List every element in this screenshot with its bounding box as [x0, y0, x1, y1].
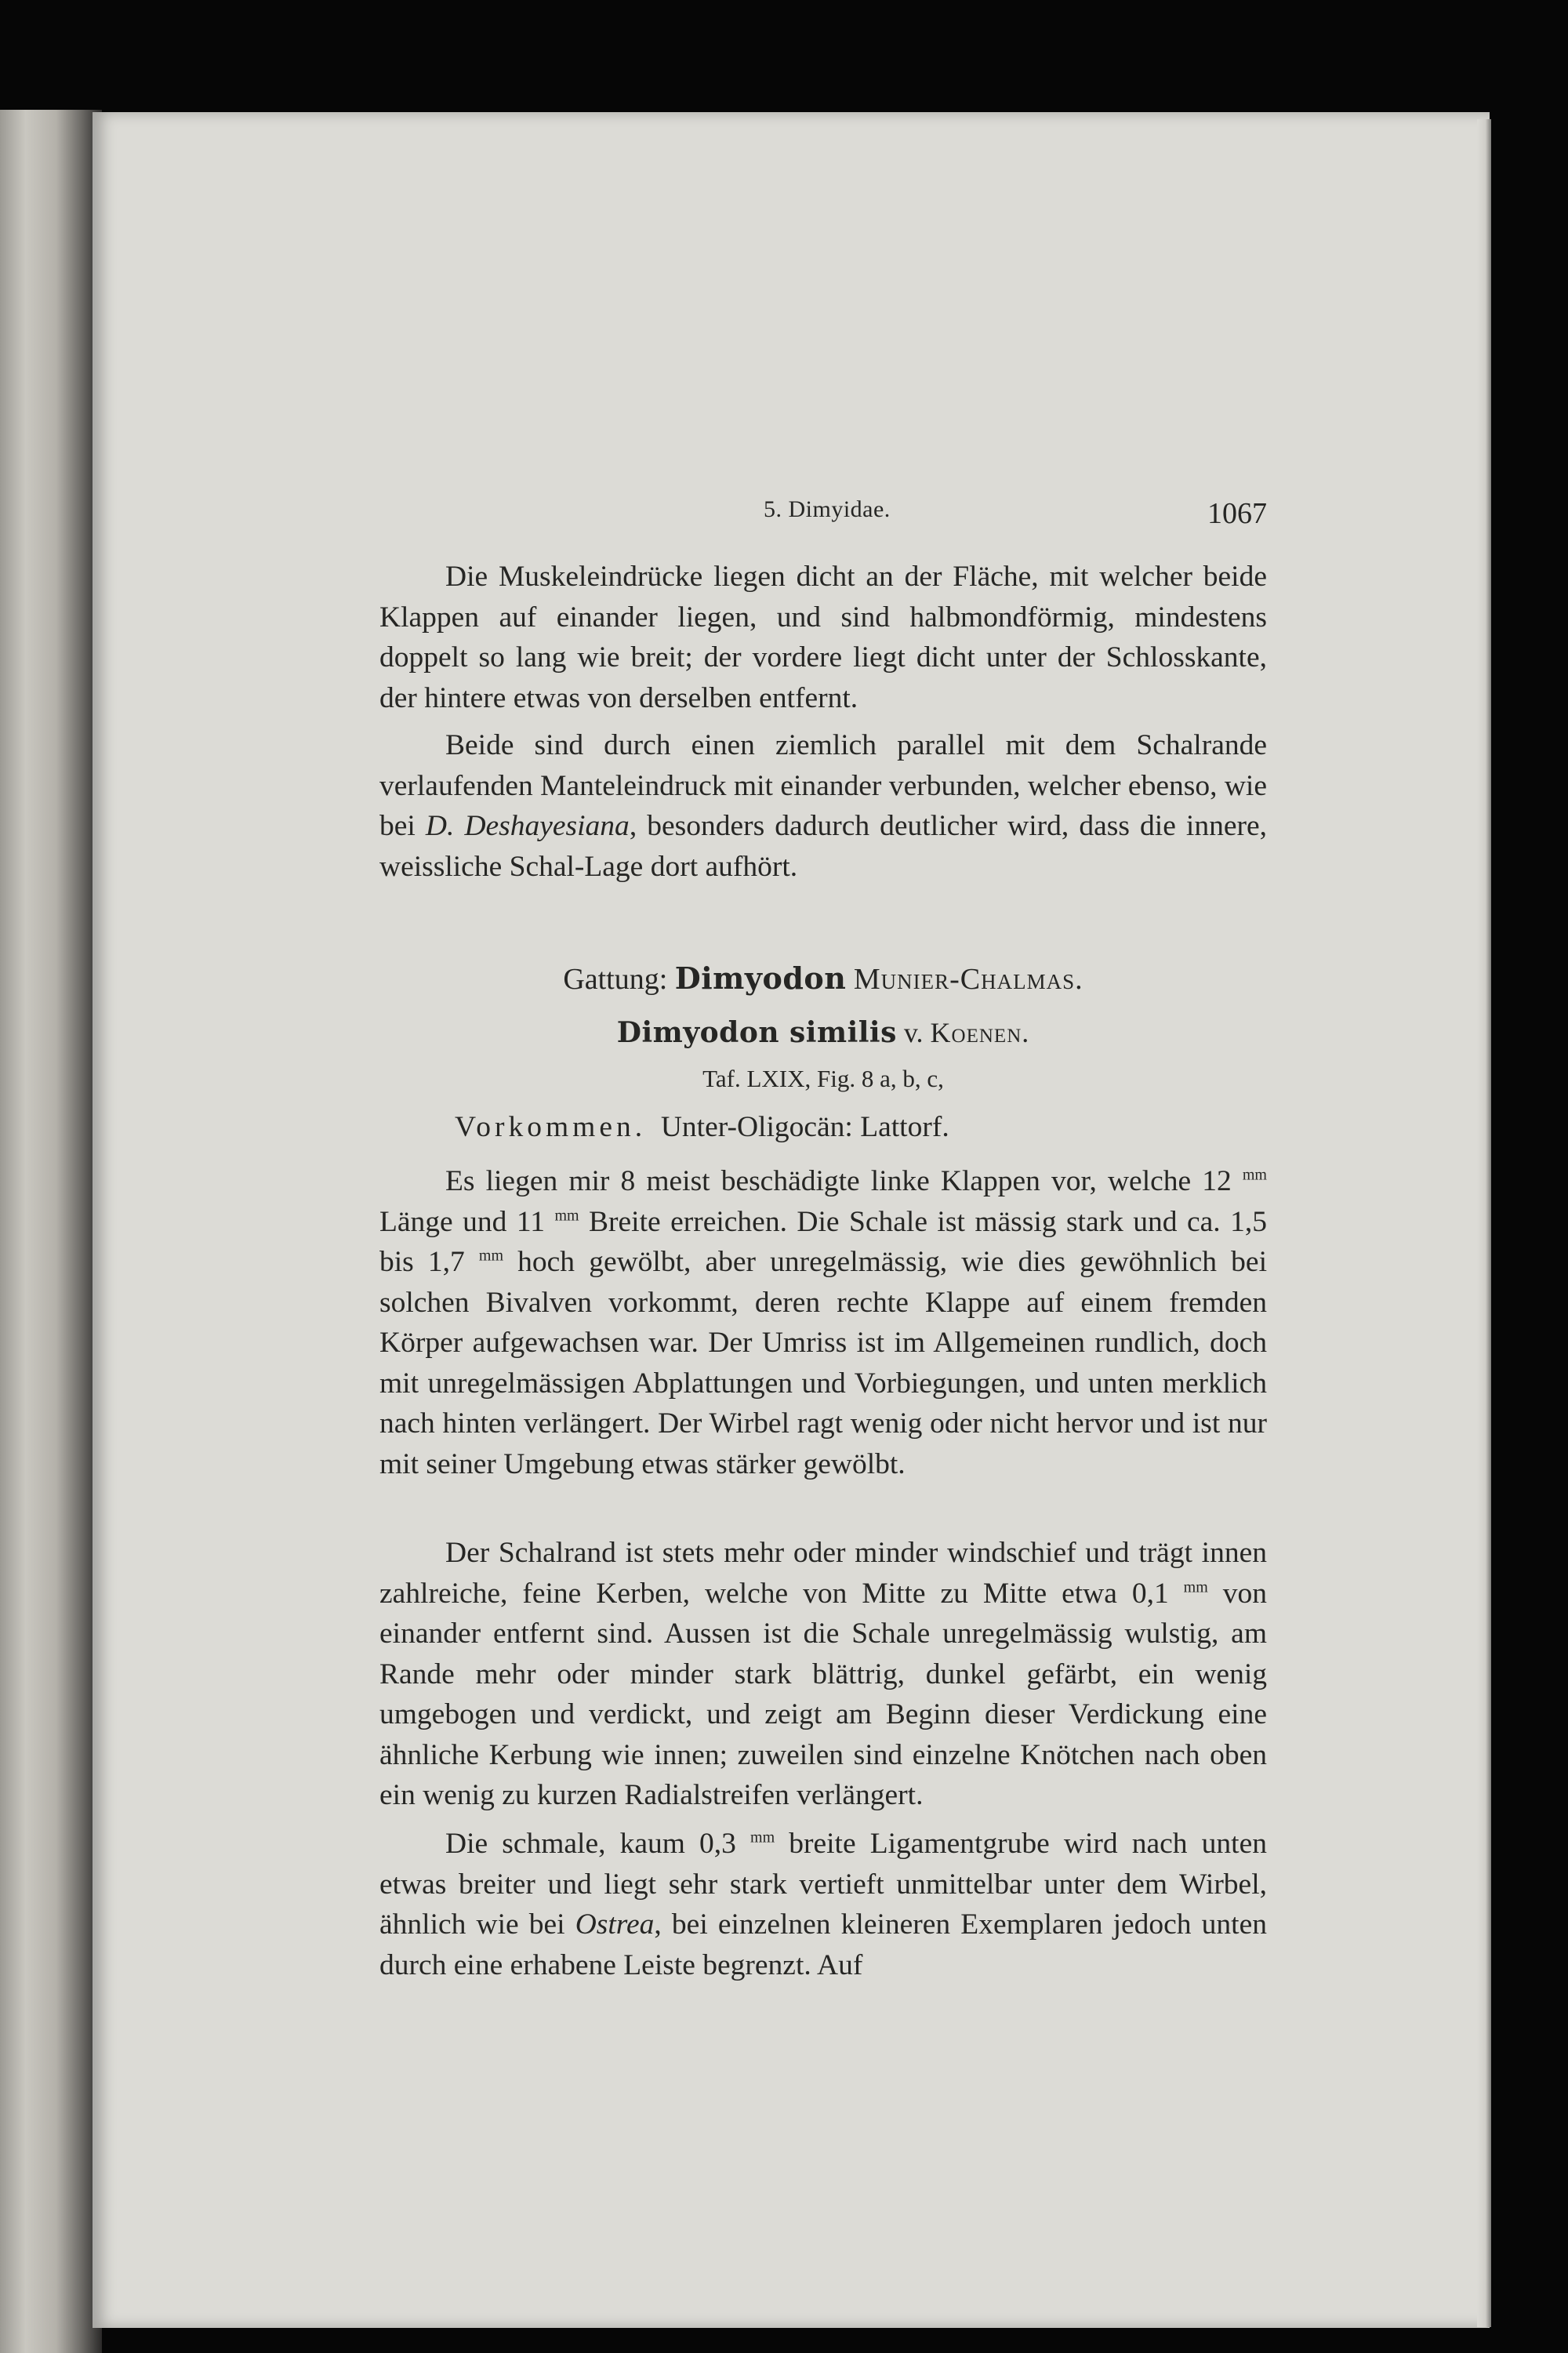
- paragraph-shell-margin: Der Schalrand ist stets mehr oder minder windschief und trägt innen zahlreiche, feine Kerben, welche von Mitte zu Mitte etwa 0,1 $^{mm}$ von einander entfernt sind. Aussen ist die Schale unregelmässig wulstig, am Rande mehr oder minder stark blättrig, dunkel gefärbt, ein wenig umgebogen und verdickt, und zeigt am Beginn dieser Verdickung eine ähnliche Kerbung wie innen; zuweilen sind einzelne Knötchen nach oben ein wenig zu kurzen Radialstreifen verlängert.: [379, 1537, 1268, 1811]
- paragraph-shell-description: Es liegen mir 8 meist beschädigte linke Klappen vor, welche 12 $^{mm}$ Länge und 11 $^{mm}$ Breite erreichen. Die Schale ist mässig stark und ca. 1,5 bis 1,7 $^{mm}$ hoch gewölbt, aber unregelmässig, wie dies gewöhnlich bei solchen Bivalven vorkommt, deren rechte Klappe auf einem fremden Körper aufgewachsen war. Der Umriss ist im Allgemeinen rundlich, doch mit unregelmässigen Abplattungen und Vorbiegungen, und unten merklich nach hinten verlängert. Der Wirbel ragt wenig oder nicht hervor und ist nur mit seiner Umgebung etwas stärker gewölbt.: [379, 1165, 1267, 1480]
- plate-reference: Taf. LXIX, Fig. 8 a, b, c,: [702, 1065, 944, 1092]
- section-title: 5. Dimyidae.: [764, 496, 891, 522]
- genus-heading: [379, 960, 1267, 997]
- page-fore-edge: [1477, 119, 1491, 2327]
- paragraph-mantle-line: Beide sind durch einen ziemlich parallel mit dem Schalrande verlaufenden Manteleindruck mit einander verbunden, welcher ebenso, wie bei D. Deshayesiana, besonders dadurch deutlicher wird, dass die innere, weissliche Schal-Lage dort aufhört.: [379, 729, 1267, 883]
- page-number: 1067: [1207, 497, 1267, 530]
- occurrence-label: Vorkommen.: [455, 1111, 647, 1143]
- paragraph-muscle-scars: Die Muskeleindrücke liegen dicht an der Fläche, mit welcher beide Klappen auf einander liegen, und sind halbmondförmig, mindestens doppelt so lang wie breit; der vordere liegt dicht unter der Schlosskante, der hintere etwas von derselben entfernt.: [379, 561, 1267, 714]
- species-heading: Dimyodon similis v. Koenen.: [616, 1016, 1030, 1049]
- genus-name: Dimyodon: [674, 960, 847, 996]
- species-author: Koenen.: [930, 1017, 1030, 1048]
- paragraph-ligament-pit: Die schmale, kaum 0,3 $^{mm}$ breite Ligamentgrube wird nach unten etwas breiter und liegt sehr stark vertieft unmittelbar unter dem Wirbel, ähnlich wie bei Ostrea, bei einzelnen kleineren Exemplaren jedoch unten durch eine erhabene Leiste begrenzt. Auf: [379, 1828, 1267, 1981]
- occurrence-value: Unter-Oligocän: Lattorf.: [660, 1111, 949, 1143]
- genus-name-ostrea: Ostrea: [575, 1908, 655, 1941]
- species-name-deshayesiana: D. Deshayesiana: [425, 810, 630, 842]
- genus-label: Gattung:: [563, 963, 675, 996]
- genus-author: Munier-Chalmas.: [853, 963, 1083, 996]
- running-head: [379, 496, 1267, 536]
- occurrence-line: [455, 1110, 949, 1144]
- left-page-edge: [0, 110, 102, 2353]
- species-name: Dimyodon similis: [616, 1016, 897, 1049]
- book-page: [93, 112, 1490, 2328]
